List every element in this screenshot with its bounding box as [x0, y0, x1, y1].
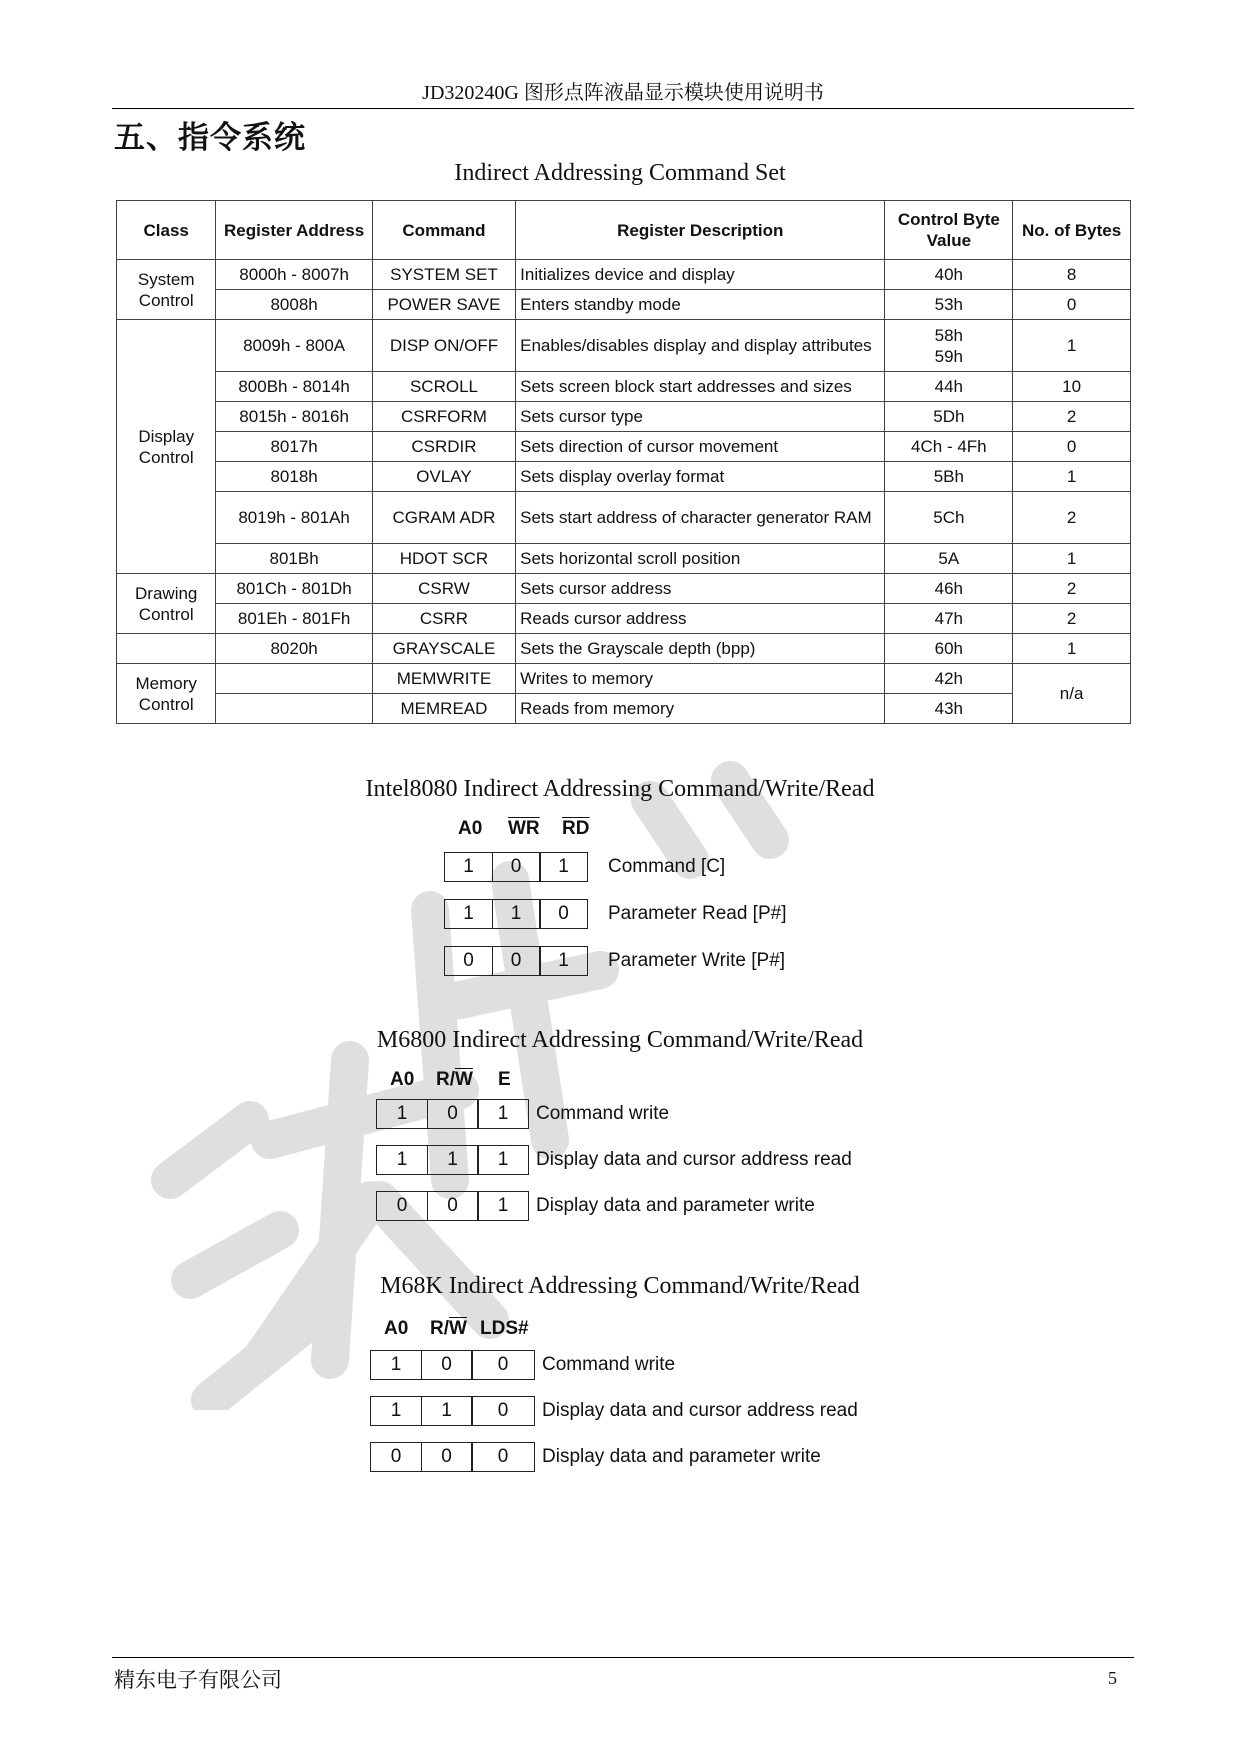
bit-cell: 0 [421, 1350, 473, 1380]
description-cell: Sets screen block start addresses and sizes [516, 372, 885, 402]
address-cell: 8019h - 801Ah [216, 492, 372, 544]
table-row [117, 574, 1131, 604]
class-cell: Display Control [117, 320, 216, 574]
row-label: Display data and parameter write [536, 1195, 815, 1216]
a0-signal-label: A0 [384, 1318, 409, 1339]
address-cell: 8020h [216, 634, 372, 664]
bit-cell: 1 [539, 946, 588, 976]
byte-count-cell: 1 [1013, 544, 1131, 574]
bit-cell: 1 [376, 1145, 428, 1175]
description-cell: Enables/disables display and display attributes [516, 320, 885, 372]
byte-count-cell: 2 [1013, 492, 1131, 544]
address-cell: 801Ch - 801Dh [216, 574, 372, 604]
byte-count-cell: 0 [1013, 432, 1131, 462]
command-cell: GRAYSCALE [372, 634, 515, 664]
intel8080-diagram [444, 818, 824, 978]
table-header-row [117, 201, 1131, 260]
command-cell: POWER SAVE [372, 290, 515, 320]
m68k-diagram [370, 1318, 880, 1478]
column-header: No. of Bytes [1013, 201, 1131, 260]
column-header: Control Byte Value [885, 201, 1013, 260]
table-row [117, 320, 1131, 372]
bit-cell: 0 [492, 946, 541, 976]
description-cell: Reads cursor address [516, 604, 885, 634]
row-label: Parameter Read [P#] [608, 903, 787, 924]
address-cell: 8008h [216, 290, 372, 320]
bit-cell: 0 [471, 1442, 535, 1472]
byte-count-cell: 2 [1013, 402, 1131, 432]
row-label: Command [C] [608, 856, 726, 877]
footer-divider [112, 1657, 1134, 1658]
table-row [117, 492, 1131, 544]
bit-cell: 1 [477, 1145, 529, 1175]
control-byte-cell: 42h [885, 664, 1013, 694]
command-cell: SYSTEM SET [372, 260, 515, 290]
rw-signal-label [430, 1318, 467, 1340]
class-cell: System Control [117, 260, 216, 320]
address-cell: 801Eh - 801Fh [216, 604, 372, 634]
control-byte-cell: 53h [885, 290, 1013, 320]
rw-write-part: $\overline{W}$ [455, 1069, 473, 1090]
bit-row [376, 1099, 528, 1129]
bit-cell: 0 [492, 852, 541, 882]
command-cell: CSRR [372, 604, 515, 634]
footer-company: 精东电子有限公司 [114, 1668, 282, 1692]
command-table-caption: Indirect Addressing Command Set [454, 160, 786, 186]
description-cell: Enters standby mode [516, 290, 885, 320]
table-row [117, 432, 1131, 462]
table-row [117, 604, 1131, 634]
address-cell: 8018h [216, 462, 372, 492]
control-byte-cell: 5Ch [885, 492, 1013, 544]
byte-count-cell: 0 [1013, 290, 1131, 320]
control-byte-cell: 43h [885, 694, 1013, 724]
bit-cell: 1 [427, 1145, 479, 1175]
table-row [117, 544, 1131, 574]
e-signal-label: E [498, 1069, 511, 1090]
command-set-table [116, 200, 1131, 724]
command-cell: MEMWRITE [372, 664, 515, 694]
table-row [117, 402, 1131, 432]
byte-count-cell: 1 [1013, 320, 1131, 372]
section-title: 五、指令系统 [114, 120, 306, 156]
bit-cell: 1 [444, 899, 493, 929]
bit-row [370, 1396, 534, 1426]
control-byte-cell: 47h [885, 604, 1013, 634]
byte-count-cell: 8 [1013, 260, 1131, 290]
description-cell: Sets direction of cursor movement [516, 432, 885, 462]
bit-cell: 1 [539, 852, 588, 882]
description-cell: Reads from memory [516, 694, 885, 724]
bit-row [444, 899, 587, 929]
byte-count-cell: 2 [1013, 604, 1131, 634]
control-byte-cell: 5A [885, 544, 1013, 574]
class-cell: Drawing Control [117, 574, 216, 634]
row-label: Parameter Write [P#] [608, 950, 786, 971]
description-cell: Initializes device and display [516, 260, 885, 290]
table-row [117, 372, 1131, 402]
command-cell: MEMREAD [372, 694, 515, 724]
bit-row [444, 946, 587, 976]
rw-read-part: R/ [436, 1069, 455, 1090]
control-byte-cell: 40h [885, 260, 1013, 290]
bit-cell: 1 [421, 1396, 473, 1426]
m68k-caption: M68K Indirect Addressing Command/Write/Read [380, 1273, 860, 1299]
row-label: Display data and cursor address read [542, 1400, 858, 1421]
address-cell: 8017h [216, 432, 372, 462]
bit-cell: 1 [370, 1350, 422, 1380]
row-label: Command write [536, 1103, 670, 1124]
class-cell-empty [117, 634, 216, 664]
page-number: 5 [1108, 1668, 1117, 1688]
table-row [117, 260, 1131, 290]
row-label: Command write [542, 1354, 676, 1375]
command-cell: OVLAY [372, 462, 515, 492]
bit-cell: 1 [492, 899, 541, 929]
control-byte-cell: 46h [885, 574, 1013, 604]
table-row [117, 634, 1131, 664]
bit-row [376, 1145, 528, 1175]
bit-cell: 0 [427, 1099, 479, 1129]
bit-cell: 0 [539, 899, 588, 929]
bit-cell: 1 [477, 1099, 529, 1129]
bit-row [376, 1191, 528, 1221]
control-byte-cell: 5Bh [885, 462, 1013, 492]
control-byte-cell: 5Dh [885, 402, 1013, 432]
rw-signal-label [436, 1069, 473, 1091]
bit-cell: 1 [376, 1099, 428, 1129]
control-byte-cell: 60h [885, 634, 1013, 664]
command-cell: CSRW [372, 574, 515, 604]
command-cell: HDOT SCR [372, 544, 515, 574]
bit-cell: 0 [370, 1442, 422, 1472]
byte-count-cell: 1 [1013, 634, 1131, 664]
description-cell: Writes to memory [516, 664, 885, 694]
document-header: JD320240G 图形点阵液晶显示模块使用说明书 [422, 82, 824, 104]
byte-count-cell: n/a [1013, 664, 1131, 724]
bit-row [370, 1442, 534, 1472]
bit-cell: 0 [427, 1191, 479, 1221]
header-divider [112, 108, 1134, 109]
bit-cell: 0 [421, 1442, 473, 1472]
address-cell: 8009h - 800A [216, 320, 372, 372]
byte-count-cell: 1 [1013, 462, 1131, 492]
control-byte-cell: 58h 59h [885, 320, 1013, 372]
bit-cell: 1 [477, 1191, 529, 1221]
a0-signal-label: A0 [458, 818, 483, 839]
description-cell: Sets horizontal scroll position [516, 544, 885, 574]
bit-row [444, 852, 587, 882]
table-row [117, 462, 1131, 492]
rw-write-part: $\overline{W}$ [449, 1318, 467, 1339]
address-cell [216, 664, 372, 694]
column-header: Command [372, 201, 515, 260]
command-cell: SCROLL [372, 372, 515, 402]
lds-signal-label: LDS# [480, 1318, 529, 1339]
column-header: Register Address [216, 201, 372, 260]
a0-signal-label: A0 [390, 1069, 415, 1090]
intel8080-caption: Intel8080 Indirect Addressing Command/Write/Read [365, 776, 875, 802]
bit-cell: 0 [471, 1396, 535, 1426]
bit-cell: 1 [370, 1396, 422, 1426]
m6800-caption: M6800 Indirect Addressing Command/Write/Read [376, 1027, 864, 1053]
bit-cell: 0 [471, 1350, 535, 1380]
rw-read-part: R/ [430, 1318, 449, 1339]
table-row [117, 694, 1131, 724]
command-cell: CGRAM ADR [372, 492, 515, 544]
command-cell: DISP ON/OFF [372, 320, 515, 372]
wr-signal-label: $\overline{WR}$ [508, 818, 540, 839]
table-row [117, 664, 1131, 694]
m6800-diagram [376, 1069, 876, 1229]
address-cell: 8015h - 8016h [216, 402, 372, 432]
address-cell: 8000h - 8007h [216, 260, 372, 290]
description-cell: Sets cursor address [516, 574, 885, 604]
address-cell: 801Bh [216, 544, 372, 574]
column-header: Class [117, 201, 216, 260]
row-label: Display data and parameter write [542, 1446, 821, 1467]
command-cell: CSRDIR [372, 432, 515, 462]
column-header: Register Description [516, 201, 885, 260]
class-cell: Memory Control [117, 664, 216, 724]
description-cell: Sets display overlay format [516, 462, 885, 492]
byte-count-cell: 10 [1013, 372, 1131, 402]
command-cell: CSRFORM [372, 402, 515, 432]
address-cell [216, 694, 372, 724]
bit-row [370, 1350, 534, 1380]
description-cell: Sets cursor type [516, 402, 885, 432]
address-cell: 800Bh - 8014h [216, 372, 372, 402]
description-cell: Sets the Grayscale depth (bpp) [516, 634, 885, 664]
control-byte-cell: 44h [885, 372, 1013, 402]
byte-count-cell: 2 [1013, 574, 1131, 604]
table-row [117, 290, 1131, 320]
rd-signal-label: $\overline{RD}$ [562, 818, 590, 839]
control-byte-cell: 4Ch - 4Fh [885, 432, 1013, 462]
description-cell: Sets start address of character generator RAM [516, 492, 885, 544]
row-label: Display data and cursor address read [536, 1149, 852, 1170]
bit-cell: 0 [376, 1191, 428, 1221]
bit-cell: 0 [444, 946, 493, 976]
bit-cell: 1 [444, 852, 493, 882]
